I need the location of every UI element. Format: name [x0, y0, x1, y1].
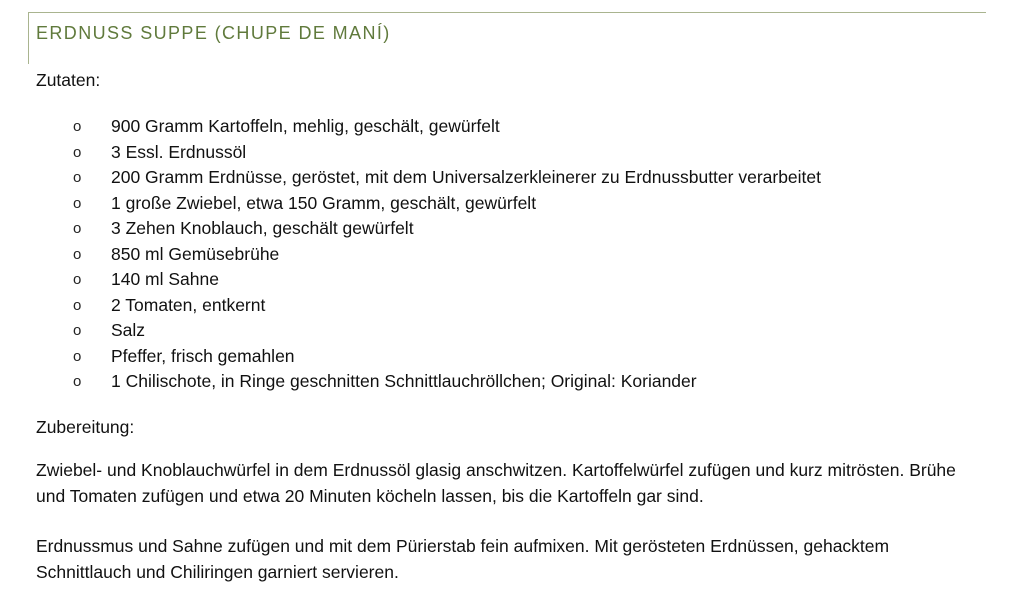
recipe-title: ERDNUSS SUPPE (CHUPE DE MANÍ)	[36, 23, 391, 43]
ingredient-text: 900 Gramm Kartoffeln, mehlig, geschält, gewürfelt	[111, 116, 500, 136]
heading-top-rule	[28, 12, 986, 13]
ingredient-text: 1 große Zwiebel, etwa 150 Gramm, geschält, gewürfelt	[111, 192, 537, 213]
ingredient-text: 3 Zehen Knoblauch, geschält gewürfelt	[111, 218, 414, 238]
preparation-label: Zubereitung:	[36, 417, 135, 437]
bullet-icon: o	[73, 220, 82, 237]
ingredients-label: Zutaten:	[36, 70, 101, 90]
preparation-paragraph: Erdnussmus und Sahne zufügen und mit dem Pürierstab fein aufmixen. Mit gerösteten Erdnüssen, gehacktem Schnittlauch und Chiliringen garniert servieren.	[36, 536, 890, 582]
heading-left-rule	[28, 12, 29, 64]
ingredient-text: 140 ml Sahne	[111, 269, 219, 289]
bullet-icon: o	[73, 194, 82, 212]
ingredient-text: 200 Gramm Erdnüsse, geröstet, mit dem Universalzerkleinerer zu Erdnussbutter verarbeitet	[111, 167, 822, 187]
bullet-icon: o	[73, 322, 82, 339]
bullet-icon: o	[73, 373, 82, 390]
ingredient-text: 850 ml Gemüsebrühe	[111, 243, 280, 264]
ingredient-text: 3 Essl. Erdnussöl	[111, 141, 247, 162]
bullet-icon: o	[73, 143, 82, 161]
bullet-icon: o	[73, 245, 82, 263]
ingredient-text: 2 Tomaten, entkernt	[111, 294, 266, 315]
bullet-icon: o	[73, 118, 82, 135]
bullet-icon: o	[73, 347, 82, 365]
ingredient-text: Salz	[111, 320, 146, 340]
ingredient-text: 1 Chilischote, in Ringe geschnitten Schnittlauchröllchen; Original: Koriander	[111, 371, 697, 391]
preparation-paragraph: Zwiebel- und Knoblauchwürfel in dem Erdnussöl glasig anschwitzen. Kartoffelwürfel zufügen und kurz mitrösten. Brühe und Tomaten zufügen und etwa 20 Minuten köcheln lassen, bis die Kartoffeln gar sind.	[36, 460, 956, 506]
bullet-icon: o	[73, 271, 82, 288]
bullet-icon: o	[73, 296, 82, 314]
ingredient-text: Pfeffer, frisch gemahlen	[111, 345, 295, 366]
bullet-icon: o	[73, 169, 82, 186]
